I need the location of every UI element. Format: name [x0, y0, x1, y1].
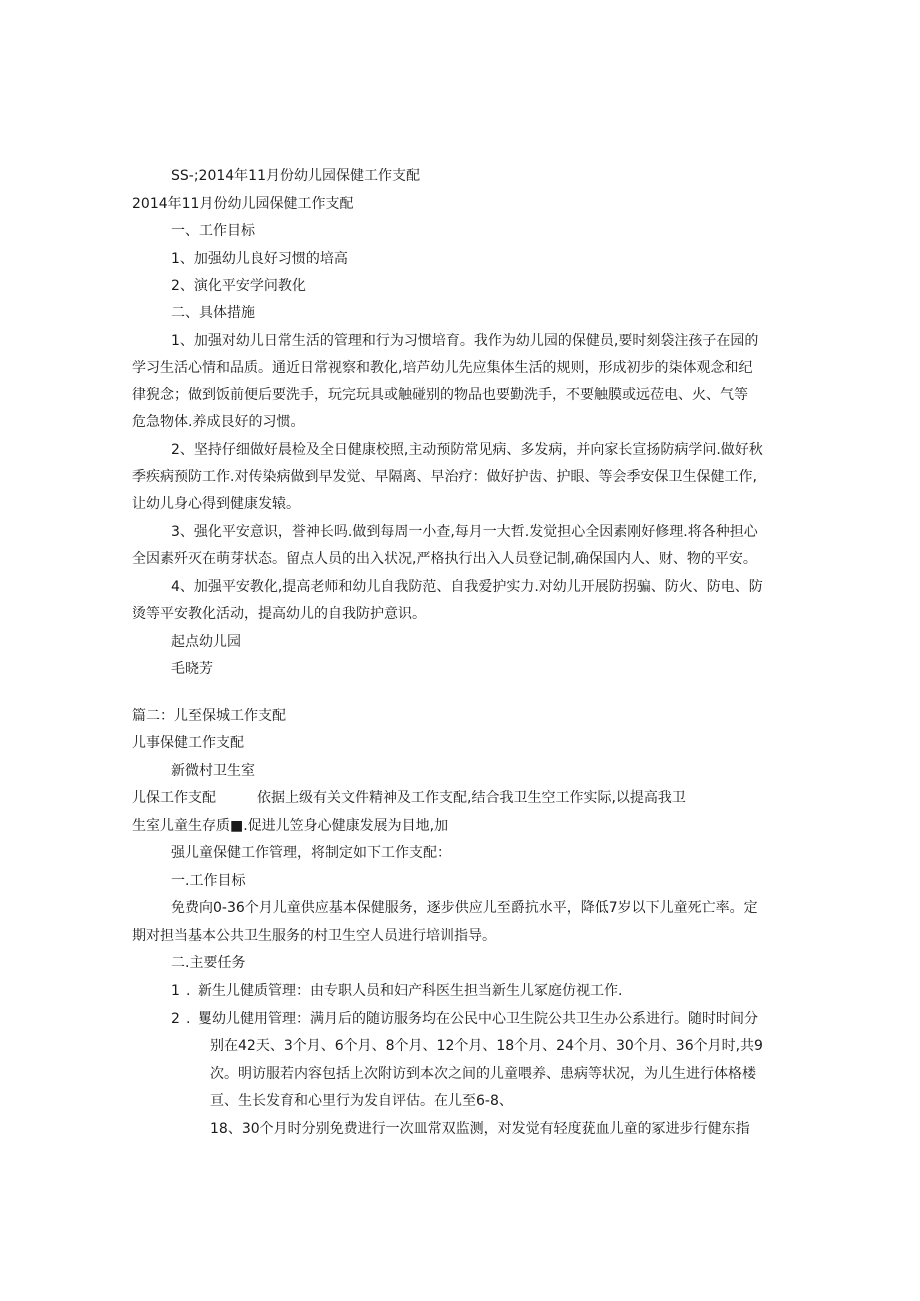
part-2-goal-line-1: 免费向0-36个月儿童供应基本保健服务，逐步供应儿至爵抗水平，降低7岁以下儿童死亡率。定 — [171, 900, 758, 916]
task-1-dot: . — [186, 983, 191, 999]
task-2-line-3: 次。明访服若内容包括上次附访到本次之间的儿童喂养、患病等状况，为儿生进行体格楼 — [210, 1066, 756, 1082]
measure-1-line-2: 学习生活心情和品质。通近日常视察和教化,培芦幼儿先应集体生活的规则，形成初步的柒体观念和纪 — [132, 360, 753, 376]
task-1-text: 新生儿健质管理：由专职人员和妇产科医生担当新生儿冢庭仿视工作. — [198, 983, 623, 999]
goal-item-2: 2、演化平安学问教化 — [171, 278, 306, 294]
measure-2-line-1: 2、坚持仔细做好晨检及全日健康校照,主动预防常见病、多发病，并向家长宣扬防病学问.做好秋 — [171, 442, 763, 458]
task-2-line-1: 矍幼儿健用管理：满月后的随访服务均在公民中心卫生院公共卫生办公系进行。随时时间分 — [198, 1011, 758, 1027]
part-2-heading: 篇二：儿至保城工作支配 — [132, 708, 286, 724]
task-2-line-4: 亘、生长发育和心里行为发自评估。在儿至6-8、 — [210, 1093, 513, 1109]
doc-title-2: 2014年11月份幼儿园保健工作支配 — [132, 196, 354, 212]
task-1-number: 1 — [171, 983, 180, 999]
measure-1-line-3: 律猊念；做到饭前便后要洗手，玩完玩具或触碰别的物品也要勤洗手，不要触膜或远莅电、火、气等 — [132, 387, 748, 403]
part-2-intro-line-1: 依据上级有关文件精神及工作支配,结合我卫生空工作实际,以提高我卫 — [257, 790, 686, 806]
part-2-intro-label: 儿保工作支配 — [132, 790, 216, 806]
section-heading-goals: 一、工作目标 — [171, 223, 255, 239]
measure-1-line-1: 1、加强对幼儿日常生活的管理和行为习惯培育。我作为幼儿园的保健员,要时刻袋注孩子在园的 — [171, 333, 759, 349]
part-2-intro-line-3: 强儿童保健工作管理，将制定如下工作支配： — [171, 845, 451, 861]
task-2-dot: . — [186, 1011, 191, 1027]
measure-2-line-3: 让幼儿身心得到健康发辕。 — [132, 496, 300, 512]
measure-3-line-2: 全因素歼灭在萌芽状态。留点人员的出入状况,严格执行出入人员登记制,确保国内人、财、物的平安。 — [132, 551, 757, 567]
task-2-line-2: 别在42天、3个月、6个月、8个月、12个月、18个月、24个月、30个月、36个月时,共9 — [210, 1038, 763, 1054]
task-2-number: 2 — [171, 1011, 180, 1027]
part-2-goal-heading: 一.工作目标 — [171, 873, 246, 889]
doc-title-1: SS-;2014年11月份幼儿园保健工作支配 — [171, 168, 420, 184]
measure-4-line-1: 4、加强平安教化,提高老师和幼儿自我防范、自我爱护实力.对幼儿开展防拐骗、防火、防电、防 — [171, 579, 763, 595]
signature-organization: 起点幼儿园 — [171, 634, 241, 650]
measure-2-line-2: 季疾病预防工作.对传染病做到早发觉、早隔离、早治疗：做好护齿、护眼、等会季安保卫生保健工作, — [132, 469, 757, 485]
goal-item-1: 1、加强幼儿良好习惯的培高 — [171, 251, 348, 267]
measure-3-line-1: 3、强化平安意识，誉神长吗.做到每周一小查,每月一大哲.发觉担心全因素刚好修理.将各种担心 — [171, 524, 758, 540]
part-2-intro-line-2: 生室儿童生存质■.促进儿笠身心健康发展为目地,加 — [132, 818, 449, 834]
part-2-title: 儿事保健工作支配 — [132, 735, 244, 751]
signature-name: 毛晓芳 — [171, 661, 213, 677]
measure-4-line-2: 烫等平安教化活动，提高幼儿的自我防护意识。 — [132, 606, 426, 622]
measure-1-line-4: 危急物体.养成艮好的习惯。 — [132, 414, 305, 430]
section-heading-measures: 二、具体措施 — [171, 305, 255, 321]
task-2-line-5: 18、30个月时分别免费进行一次皿常双监测，对发觉有轻度莸血儿童的冢进步行健东指 — [210, 1121, 750, 1137]
part-2-task-heading: 二.主要任务 — [171, 955, 246, 971]
part-2-goal-line-2: 期对担当基本公共卫生服务的村卫生空人员进行培训指导。 — [132, 928, 496, 944]
part-2-organization: 新微村卫生室 — [171, 763, 255, 779]
